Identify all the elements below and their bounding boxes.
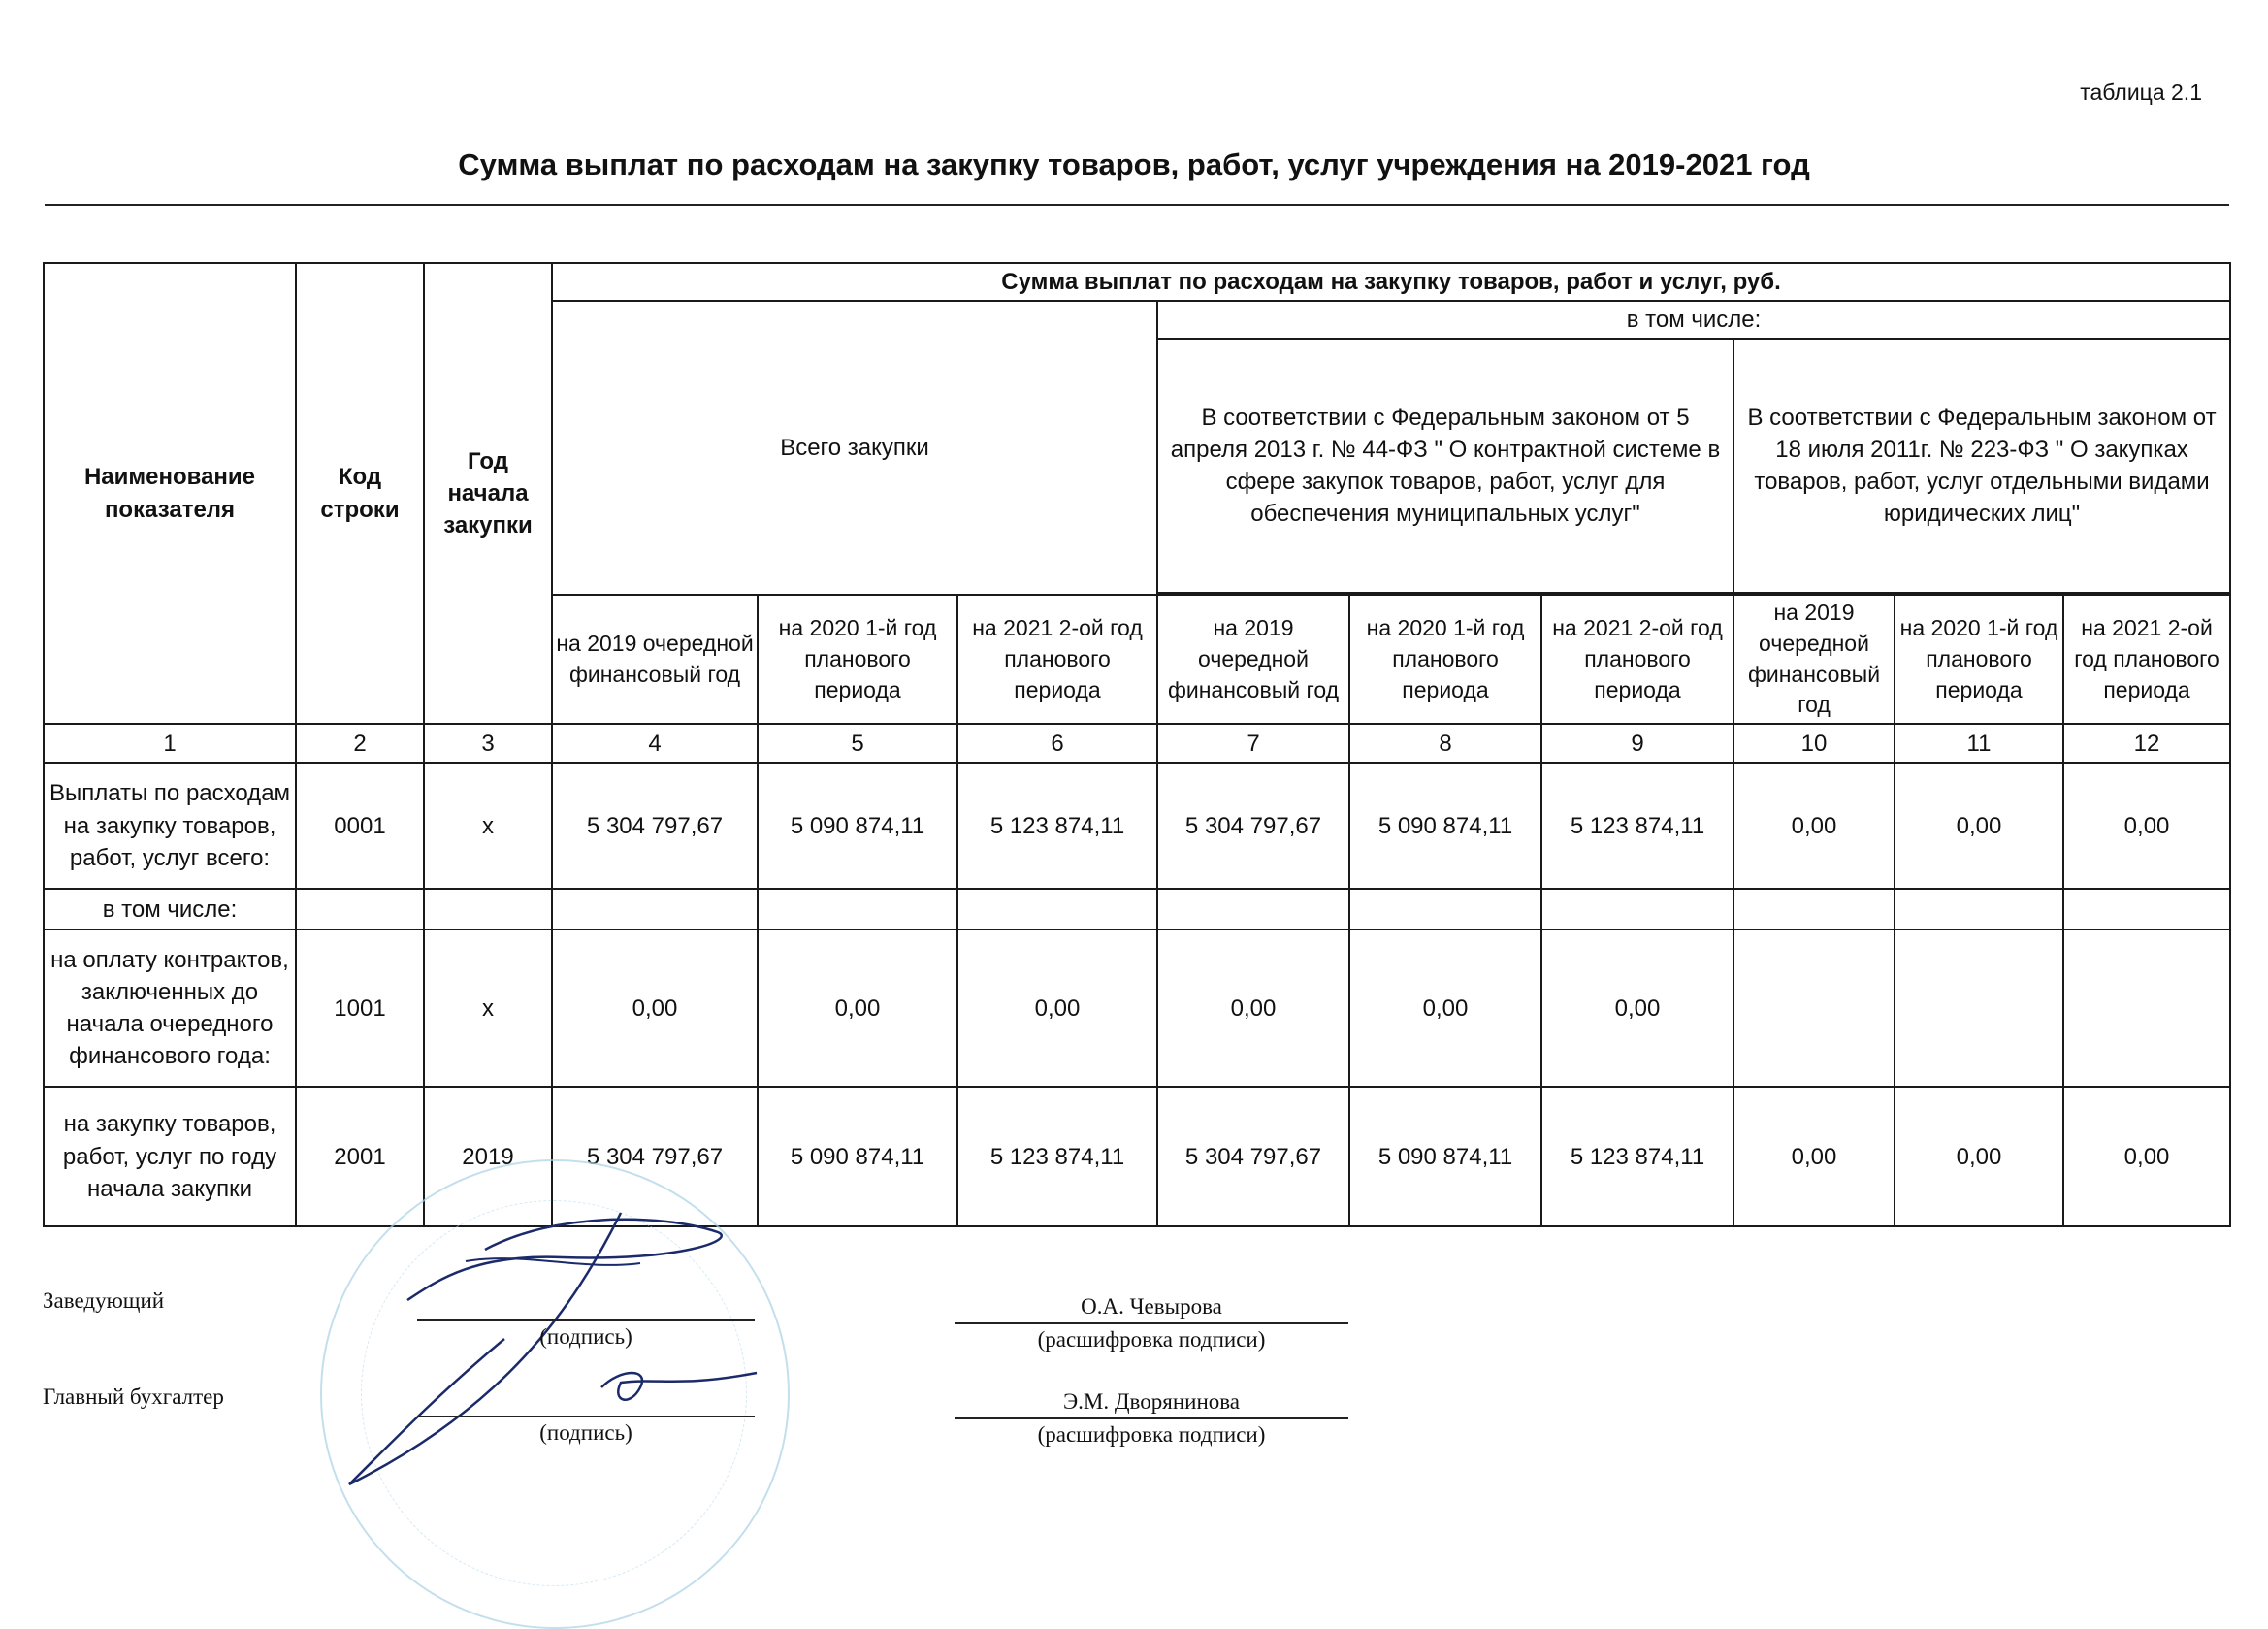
table-cell: [2063, 929, 2230, 1087]
table-cell: [1157, 889, 1349, 929]
column-header: на 2019 очередной финансовый год: [552, 595, 758, 724]
head-signature-line: [417, 1319, 755, 1321]
column-header: на 2020 1-й год планового периода: [1895, 595, 2063, 724]
accountant-name: Э.М. Дворянинова: [1062, 1389, 1241, 1414]
table-cell: 0,00: [1157, 929, 1349, 1087]
table-cell: [1895, 929, 2063, 1087]
column-number: 1: [44, 724, 296, 763]
table-cell: [2063, 889, 2230, 929]
table-cell: 0,00: [552, 929, 758, 1087]
accountant-signature-line: [417, 1416, 755, 1417]
table-cell: 0,00: [1895, 763, 2063, 889]
column-header: на 2021 2-ой год планового периода: [1541, 595, 1733, 724]
row-code: 2001: [296, 1087, 424, 1226]
document-title: Сумма выплат по расходам на закупку товаров, работ, услуг учреждения на 2019-2021 год: [458, 147, 1810, 181]
column-header: на 2020 1-й год планового периода: [1349, 595, 1541, 724]
table-cell: [1541, 889, 1733, 929]
table-row: [44, 929, 2230, 1087]
row-name: Выплаты по расходам на закупку товаров, работ, услуг всего:: [44, 763, 296, 889]
header-caption: Сумма выплат по расходам на закупку товаров, работ и услуг, руб.: [552, 263, 2230, 301]
table-cell: [1733, 929, 1895, 1087]
row-year: [424, 889, 552, 929]
column-header: на 2019 очередной финансовый год: [1733, 595, 1895, 724]
table-cell: 5 304 797,67: [1157, 1087, 1349, 1226]
column-number: 12: [2063, 724, 2230, 763]
header-start-year: Год начала закупки: [424, 263, 552, 724]
table-cell: 0,00: [2063, 1087, 2230, 1226]
head-signature-caption: (подпись): [539, 1324, 632, 1349]
table-cell: 5 304 797,67: [552, 1087, 758, 1226]
table-cell: 5 090 874,11: [1349, 763, 1541, 889]
table-cell: 5 123 874,11: [957, 763, 1157, 889]
accountant-name-caption: (расшифровка подписи): [1037, 1422, 1266, 1447]
column-number: 10: [1733, 724, 1895, 763]
row-name: на оплату контрактов, заключенных до начала очередного финансового года:: [44, 929, 296, 1087]
table-cell: 5 304 797,67: [1157, 763, 1349, 889]
column-number: 6: [957, 724, 1157, 763]
column-number: 3: [424, 724, 552, 763]
table-cell: [552, 889, 758, 929]
table-cell: 5 123 874,11: [1541, 1087, 1733, 1226]
header-row-code: Код строки: [296, 263, 424, 724]
table-cell: [1733, 889, 1895, 929]
accountant-name-line: [955, 1417, 1348, 1419]
row-name: в том числе:: [44, 889, 296, 929]
header-total-purchases: Всего закупки: [552, 301, 1157, 595]
column-number: 5: [758, 724, 957, 763]
accountant-title: Главный бухгалтер: [43, 1385, 224, 1409]
header-law-223fz: В соответствии с Федеральным законом от 18 июля 2011г. № 223-ФЗ " О закупках товаров, работ, услуг отдельными видами юридических лиц": [1733, 339, 2230, 593]
table-cell: 0,00: [2063, 763, 2230, 889]
table-row: [44, 763, 2230, 889]
row-code: 1001: [296, 929, 424, 1087]
header-law-44fz: В соответствии с Федеральным законом от 5 апреля 2013 г. № 44-ФЗ " О контрактной системе в сфере закупок товаров, работ, услуг для обеспечения муниципальных услуг": [1157, 339, 1733, 593]
accountant-signature-caption: (подпись): [539, 1420, 632, 1445]
row-year: 2019: [424, 1087, 552, 1226]
head-name-line: [955, 1322, 1348, 1324]
row-year: х: [424, 929, 552, 1087]
table-cell: 0,00: [1733, 1087, 1895, 1226]
table-cell: 0,00: [1895, 1087, 2063, 1226]
column-number: 8: [1349, 724, 1541, 763]
table-cell: 5 123 874,11: [1541, 763, 1733, 889]
row-year: х: [424, 763, 552, 889]
table-cell: 5 304 797,67: [552, 763, 758, 889]
column-number: 7: [1157, 724, 1349, 763]
table-cell: 0,00: [957, 929, 1157, 1087]
column-number: 11: [1895, 724, 2063, 763]
table-cell: 5 090 874,11: [758, 763, 957, 889]
head-name: О.А. Чевырова: [1081, 1294, 1222, 1319]
header-including: в том числе:: [1157, 301, 2230, 339]
table-cell: [1349, 889, 1541, 929]
table-cell: [758, 889, 957, 929]
column-header: на 2021 2-ой год планового периода: [2063, 595, 2230, 724]
table-cell: 0,00: [1541, 929, 1733, 1087]
title-underline: [45, 204, 2229, 206]
column-header: на 2019 очередной финансовый год: [1157, 595, 1349, 724]
table-cell: 5 123 874,11: [957, 1087, 1157, 1226]
table-cell: 0,00: [1733, 763, 1895, 889]
table-number-label: таблица 2.1: [2080, 80, 2202, 105]
column-number: 9: [1541, 724, 1733, 763]
column-number: 4: [552, 724, 758, 763]
procurement-table: [43, 262, 2231, 1227]
table-cell: 5 090 874,11: [758, 1087, 957, 1226]
row-name: на закупку товаров, работ, услуг по году начала закупки: [44, 1087, 296, 1226]
table-row: [44, 889, 2230, 929]
row-code: [296, 889, 424, 929]
table-cell: [957, 889, 1157, 929]
head-name-caption: (расшифровка подписи): [1037, 1327, 1266, 1352]
column-header: на 2020 1-й год планового периода: [758, 595, 957, 724]
table-cell: [1895, 889, 2063, 929]
column-number: 2: [296, 724, 424, 763]
table-cell: 0,00: [1349, 929, 1541, 1087]
column-header: на 2021 2-ой год планового периода: [957, 595, 1157, 724]
table-cell: 5 090 874,11: [1349, 1087, 1541, 1226]
head-title: Заведующий: [43, 1288, 165, 1313]
row-code: 0001: [296, 763, 424, 889]
table-cell: 0,00: [758, 929, 957, 1087]
header-indicator-name: Наименование показателя: [44, 263, 296, 724]
